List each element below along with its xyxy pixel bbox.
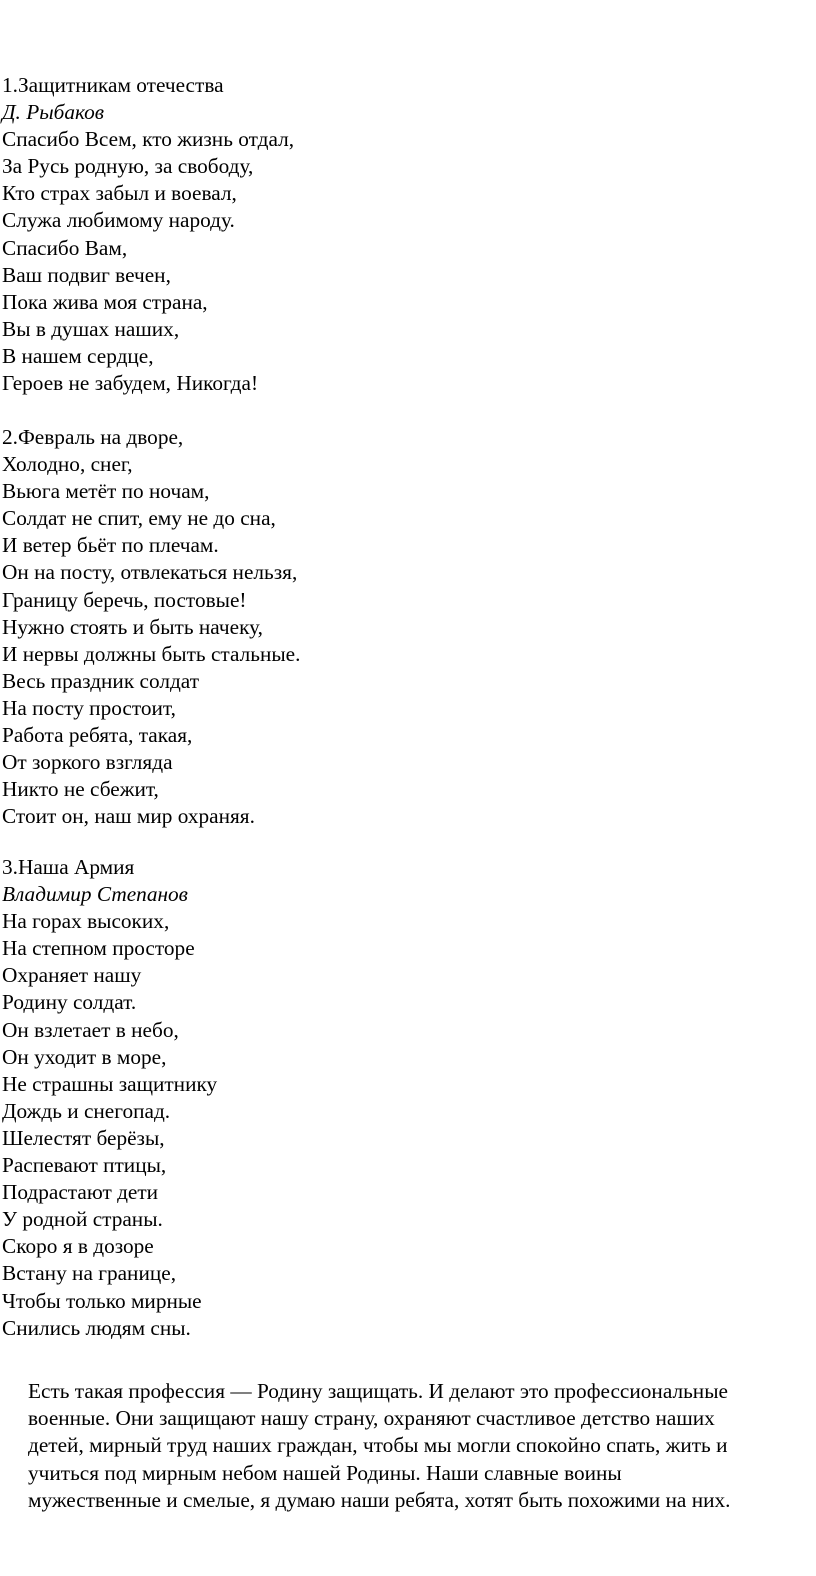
poem-line: За Русь родную, за свободу, [2,154,254,179]
poem-line: Героев не забудем, Никогда! [2,371,259,396]
poem-line: И ветер бьёт по плечам. [2,533,219,558]
poem-3 [2,854,217,1342]
poem-line: Работа ребята, такая, [2,723,193,748]
poem-line: Он уходит в море, [2,1044,167,1069]
poem-1-title: 1.Защитникам отечества [2,73,224,97]
paragraph-line: военные. Они защищают нашу страну, охраняют счастливое детство наших [28,1406,715,1431]
poem-line: От зоркого взгляда [2,750,173,775]
poem-line: Шелестят берёзы, [2,1125,165,1150]
poem-line: Солдат не спит, ему не до сна, [2,506,276,531]
poem-line: У родной страны. [2,1207,163,1232]
poem-line: На степном просторе [2,936,195,961]
poem-line: На посту простоит, [2,695,176,720]
poem-line: В нашем сердце, [2,343,154,368]
poem-line: Распевают птицы, [2,1153,167,1178]
poem-line: Границу беречь, постовые! [2,587,247,612]
poem-line: Не страшны защитнику [2,1071,218,1096]
poem-line: Вьюга метёт по ночам, [2,479,210,504]
poem-1-author: Д. Рыбаков [2,100,105,125]
poem-1 [2,72,294,397]
poem-line: Он на посту, отвлекаться нельзя, [2,560,298,585]
poem-line: Охраняет нашу [2,963,142,988]
closing-paragraph [28,1378,812,1514]
poem-line: Вы в душах наших, [2,316,180,341]
poem-line: Стоит он, наш мир охраняя. [2,804,255,829]
poem-line: Ваш подвиг вечен, [2,262,171,287]
poem-line: Чтобы только мирные [2,1288,202,1313]
poem-line: Спасибо Всем, кто жизнь отдал, [2,127,295,152]
poem-line: Служа любимому народу. [2,208,235,233]
poem-line: Снились людям сны. [2,1315,191,1340]
paragraph-line: мужественные и смелые, я думаю наши ребята, хотят быть похожими на них. [28,1487,731,1512]
poem-line: Пока жива моя страна, [2,289,208,314]
poem-2 [2,424,300,830]
paragraph-line: детей, мирный труд наших граждан, чтобы мы могли спокойно спать, жить и [28,1433,728,1458]
poem-line: Нужно стоять и быть начеку, [2,614,263,639]
paragraph-line: учиться под мирным небом нашей Родины. Наши славные воины [28,1460,622,1485]
paragraph-line: Есть такая профессия — Родину защищать. И делают это профессиональные [28,1379,728,1403]
poem-3-author: Владимир Степанов [2,882,188,907]
poem-3-title: 3.Наша Армия [2,855,135,879]
poem-line: Кто страх забыл и воевал, [2,181,237,206]
poem-line: Он взлетает в небо, [2,1017,179,1042]
poem-line: На горах высоких, [2,909,170,934]
poem-line: Дождь и снегопад. [2,1098,171,1123]
poem-line: Спасибо Вам, [2,235,128,260]
poem-line: Скоро я в дозоре [2,1234,154,1259]
poem-line: И нервы должны быть стальные. [2,641,301,666]
poem-line: Встану на границе, [2,1261,177,1286]
poem-line: Весь праздник солдат [2,668,199,693]
poem-line: Подрастают дети [2,1180,159,1205]
poem-line: Холодно, снег, [2,452,133,477]
poem-line: Никто не сбежит, [2,777,159,802]
poem-2-title: 2.Февраль на дворе, [2,425,184,449]
poem-line: Родину солдат. [2,990,137,1015]
